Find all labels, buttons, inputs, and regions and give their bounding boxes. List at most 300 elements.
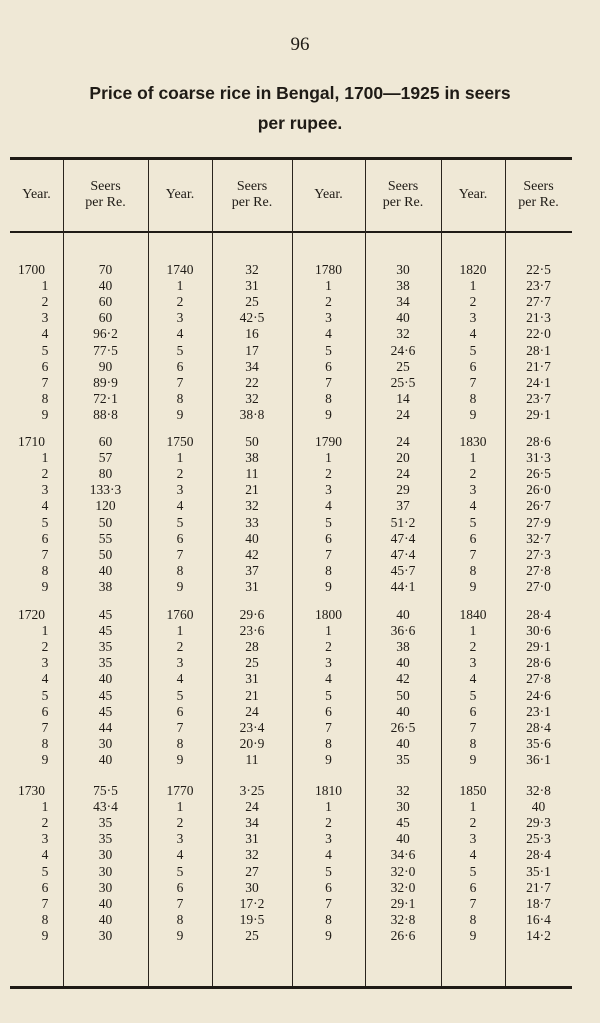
year-cell: 3 (41, 831, 49, 847)
year-cell: 1780 (315, 262, 342, 277)
year-cell: 5 (325, 342, 332, 358)
seers-value-cell: 25·5 (390, 374, 416, 390)
year-cell: 1810 (315, 783, 342, 798)
seers-value-cell: 70 (98, 262, 113, 277)
seers-value-cell: 20·9 (239, 735, 265, 751)
seers-value-cell: 21 (245, 482, 259, 498)
seers-value-cell: 133·3 (89, 482, 122, 498)
seers-value-cell: 32·0 (390, 863, 416, 879)
year-cell: 9 (41, 578, 49, 594)
seers-value-cell: 57 (98, 450, 113, 466)
seers-value-cell: 11 (245, 466, 259, 482)
seers-value-cell: 27·7 (526, 294, 551, 310)
seers-value-cell: 32 (245, 390, 259, 406)
seers-value-cell: 40 (98, 562, 113, 578)
year-cell: 4 (41, 671, 49, 687)
year-cell: 4 (176, 326, 184, 342)
seers-value-cell: 35 (396, 751, 410, 767)
seers-value-cell: 31 (245, 278, 259, 294)
year-cell: 3 (41, 310, 49, 326)
seers-value-cell: 43·4 (93, 799, 118, 815)
year-cell: 7 (176, 546, 184, 562)
header-seers-line: Seers (236, 179, 268, 194)
year-cell: 8 (41, 390, 49, 406)
seers-value-cell: 75·5 (93, 783, 118, 798)
year-cell: 2 (469, 466, 477, 482)
header-per-re-line: per Re. (231, 195, 273, 210)
year-cell: 7 (469, 895, 477, 911)
seers-value-cell: 32·8 (526, 783, 551, 798)
seers-value-cell: 24 (396, 466, 410, 482)
year-cell: 8 (469, 562, 477, 578)
year-cell: 2 (41, 815, 49, 831)
seers-value-cell: 30·6 (526, 623, 551, 639)
seers-value-cell: 29·1 (526, 406, 551, 422)
year-cell: 8 (176, 735, 184, 751)
header-per-re-line: per Re. (85, 195, 126, 210)
year-cell: 3 (469, 310, 477, 326)
year-cell: 9 (176, 578, 184, 594)
seers-value-cell: 37 (396, 498, 410, 514)
seers-value-cell: 14·2 (526, 927, 551, 943)
seers-value-cell: 31·3 (526, 450, 551, 466)
year-cell: 5 (469, 342, 477, 358)
seers-value-cell: 40 (98, 671, 113, 687)
seers-value-cell: 34 (245, 815, 259, 831)
year-cell: 1 (41, 623, 49, 639)
header-seers-per-rupee (212, 160, 292, 230)
year-cell: 7 (325, 546, 332, 562)
year-cell: 6 (469, 703, 477, 719)
year-cell: 6 (41, 703, 49, 719)
year-cell: 3 (469, 482, 477, 498)
header-seers-line: Seers (387, 179, 419, 194)
year-cell: 5 (469, 514, 477, 530)
year-cell: 9 (176, 406, 184, 422)
year-cell: 1740 (166, 262, 194, 277)
year-cell: 8 (325, 390, 332, 406)
seers-value-cell: 42·5 (239, 310, 265, 326)
seers-value-cell: 50 (98, 546, 113, 562)
year-cell: 3 (325, 655, 332, 671)
year-cell: 5 (176, 514, 184, 530)
year-cell: 1 (41, 450, 49, 466)
year-cell: 9 (325, 927, 332, 943)
year-cell: 6 (176, 879, 184, 895)
year-cell: 3 (176, 831, 184, 847)
header-seers-per-rupee (505, 160, 572, 230)
seers-value-cell: 30 (396, 799, 410, 815)
year-cell: 4 (176, 498, 184, 514)
header-seers-per-rupee (365, 160, 441, 230)
seers-value-cell: 32·8 (390, 911, 416, 927)
year-cell: 3 (176, 310, 184, 326)
seers-value-cell: 24·6 (526, 687, 551, 703)
seers-value-cell: 40 (98, 895, 113, 911)
seers-value-cell: 24 (245, 799, 259, 815)
year-cell: 7 (41, 719, 49, 735)
seers-value-cell: 45 (396, 815, 410, 831)
seers-value-cell: 50 (396, 687, 410, 703)
year-cell: 9 (41, 751, 49, 767)
seers-value-cell: 23·1 (526, 703, 551, 719)
year-cell: 4 (41, 326, 49, 342)
year-cell: 6 (176, 703, 184, 719)
year-cell: 8 (325, 735, 332, 751)
seers-value-cell: 90 (98, 358, 113, 374)
year-cell: 1 (176, 450, 184, 466)
year-cell: 3 (469, 655, 477, 671)
seers-value-cell: 16·4 (526, 911, 551, 927)
seers-value-cell: 27·9 (526, 514, 551, 530)
year-cell: 5 (325, 687, 332, 703)
year-cell: 6 (325, 358, 332, 374)
year-cell: 2 (176, 466, 184, 482)
year-cell: 9 (41, 406, 49, 422)
seers-value-cell: 40 (98, 751, 113, 767)
seers-value-cell: 27 (245, 863, 259, 879)
year-cell: 1 (325, 623, 332, 639)
seers-value-cell: 24 (396, 434, 410, 449)
seers-value-cell: 21·7 (526, 358, 551, 374)
seers-value-cell: 88·8 (93, 406, 118, 422)
year-cell: 8 (41, 562, 49, 578)
seers-value-cell: 89·9 (93, 374, 118, 390)
seers-value-cell: 29·6 (239, 607, 265, 622)
seers-value-cell: 32 (245, 498, 259, 514)
seers-value-cell: 120 (95, 498, 116, 514)
year-cell: 2 (176, 639, 184, 655)
year-cell: 3 (176, 482, 184, 498)
seers-value-cell: 33 (245, 514, 259, 530)
header-year: Year. (165, 187, 195, 202)
year-cell: 7 (41, 546, 49, 562)
year-cell: 1 (176, 623, 184, 639)
seers-value-cell: 30 (98, 927, 113, 943)
seers-value-cell: 25 (396, 358, 410, 374)
year-cell: 4 (176, 847, 184, 863)
year-cell: 4 (325, 671, 332, 687)
seers-value-cell: 32 (396, 783, 410, 798)
seers-value-cell: 77·5 (93, 342, 118, 358)
year-cell: 5 (469, 687, 477, 703)
seers-value-cell: 21 (245, 687, 259, 703)
header-seers-line: Seers (523, 179, 554, 194)
seers-value-cell: 37 (245, 562, 259, 578)
seers-value-cell: 42 (245, 546, 259, 562)
year-cell: 7 (176, 374, 184, 390)
seers-value-cell: 26·7 (526, 498, 551, 514)
seers-value-cell: 32 (245, 262, 259, 277)
seers-value-cell: 23·4 (239, 719, 265, 735)
seers-value-cell: 72·1 (93, 390, 118, 406)
seers-value-cell: 35 (98, 639, 113, 655)
year-cell: 2 (176, 815, 184, 831)
year-cell: 6 (469, 358, 477, 374)
year-cell: 2 (41, 639, 49, 655)
seers-value-cell: 36·6 (390, 623, 416, 639)
seers-value-cell: 28·6 (526, 434, 551, 449)
seers-value-cell: 27·0 (526, 578, 551, 594)
seers-value-cell: 17 (245, 342, 259, 358)
year-cell: 1720 (18, 607, 45, 622)
year-cell: 4 (41, 498, 49, 514)
year-cell: 4 (469, 847, 477, 863)
year-cell: 1850 (459, 783, 487, 798)
seers-value-cell: 44 (98, 719, 113, 735)
seers-value-cell: 31 (245, 671, 259, 687)
seers-value-cell: 32·0 (390, 879, 416, 895)
seers-value-cell: 26·5 (390, 719, 416, 735)
header-seers-line: Seers (90, 179, 121, 194)
year-cell: 1 (469, 799, 477, 815)
year-cell: 8 (176, 911, 184, 927)
seers-value-cell: 35 (98, 815, 113, 831)
year-cell: 1700 (18, 262, 45, 277)
header-year: Year. (314, 187, 343, 202)
seers-value-cell: 60 (98, 310, 113, 326)
seers-value-cell: 45 (98, 687, 113, 703)
year-cell: 5 (41, 863, 49, 879)
year-cell: 1790 (315, 434, 342, 449)
seers-value-cell: 40 (98, 278, 113, 294)
seers-value-cell: 38·8 (239, 406, 265, 422)
seers-value-cell: 30 (98, 847, 113, 863)
seers-value-cell: 42 (396, 671, 410, 687)
seers-value-cell: 21·3 (526, 310, 551, 326)
seers-value-cell: 30 (98, 863, 113, 879)
seers-value-cell: 45 (98, 623, 113, 639)
year-cell: 5 (41, 514, 49, 530)
year-cell: 8 (41, 735, 49, 751)
seers-value-cell: 50 (98, 514, 113, 530)
seers-value-cell: 38 (98, 578, 113, 594)
seers-value-cell: 28·1 (526, 342, 551, 358)
seers-value-cell: 14 (396, 390, 410, 406)
title-line-1: Price of coarse rice in Bengal, 1700—1925 in seers (89, 83, 511, 103)
seers-value-cell: 96·2 (93, 326, 118, 342)
seers-value-cell: 20 (396, 450, 410, 466)
seers-value-cell: 19·5 (239, 911, 265, 927)
year-cell: 3 (176, 655, 184, 671)
year-cell: 8 (469, 390, 477, 406)
year-cell: 8 (469, 911, 477, 927)
seers-value-cell: 17·2 (239, 895, 265, 911)
year-cell: 2 (469, 294, 477, 310)
year-cell: 6 (469, 530, 477, 546)
seers-value-cell: 23·7 (526, 390, 551, 406)
year-cell: 6 (41, 879, 49, 895)
seers-value-cell: 3·25 (239, 783, 265, 798)
year-cell: 9 (176, 751, 184, 767)
seers-value-cell: 28 (245, 639, 259, 655)
year-cell: 3 (325, 310, 332, 326)
seers-value-cell: 45 (98, 607, 113, 622)
seers-value-cell: 45 (98, 703, 113, 719)
year-cell: 7 (469, 374, 477, 390)
seers-value-cell: 32·7 (526, 530, 551, 546)
year-cell: 3 (41, 655, 49, 671)
seers-value-cell: 35·6 (526, 735, 551, 751)
seers-value-cell: 47·4 (390, 546, 416, 562)
year-cell: 5 (325, 863, 332, 879)
year-cell: 7 (41, 374, 49, 390)
year-cell: 9 (325, 406, 332, 422)
seers-value-cell: 45·7 (390, 562, 416, 578)
seers-value-cell: 16 (245, 326, 259, 342)
year-cell: 4 (469, 326, 477, 342)
year-cell: 1820 (459, 262, 487, 277)
year-cell: 1710 (18, 434, 45, 449)
year-cell: 1750 (166, 434, 194, 449)
year-cell: 6 (469, 879, 477, 895)
year-cell: 7 (325, 374, 332, 390)
year-cell: 3 (469, 831, 477, 847)
seers-value-cell: 40 (396, 703, 410, 719)
year-cell: 5 (325, 514, 332, 530)
year-cell: 7 (176, 895, 184, 911)
seers-value-cell: 60 (98, 434, 113, 449)
year-cell: 1760 (166, 607, 194, 622)
year-cell: 5 (41, 687, 49, 703)
year-cell: 6 (325, 879, 332, 895)
year-cell: 4 (41, 847, 49, 863)
year-cell: 4 (325, 498, 332, 514)
year-cell: 7 (41, 895, 49, 911)
year-cell: 8 (325, 562, 332, 578)
seers-value-cell: 18·7 (526, 895, 551, 911)
year-cell: 8 (325, 911, 332, 927)
year-cell: 1 (469, 623, 477, 639)
page-number: 96 (290, 34, 310, 55)
seers-value-cell: 26·5 (526, 466, 551, 482)
seers-value-cell: 55 (98, 530, 113, 546)
year-cell: 7 (325, 895, 332, 911)
seers-value-cell: 38 (396, 639, 410, 655)
year-cell: 7 (325, 719, 332, 735)
year-cell: 5 (41, 342, 49, 358)
seers-value-cell: 40 (396, 831, 410, 847)
seers-value-cell: 22·5 (526, 262, 551, 277)
seers-value-cell: 30 (396, 262, 410, 277)
seers-value-cell: 27·8 (526, 562, 551, 578)
year-cell: 6 (41, 530, 49, 546)
table-title (20, 78, 580, 138)
year-cell: 4 (469, 498, 477, 514)
year-cell: 9 (469, 406, 477, 422)
seers-value-cell: 25·3 (526, 831, 551, 847)
seers-value-cell: 36·1 (526, 751, 551, 767)
year-cell: 1 (469, 278, 477, 294)
seers-value-cell: 26·6 (390, 927, 416, 943)
seers-value-cell: 31 (245, 831, 259, 847)
year-cell: 2 (176, 294, 184, 310)
seers-value-cell: 30 (98, 735, 113, 751)
seers-value-cell: 22·0 (526, 326, 551, 342)
year-cell: 8 (469, 735, 477, 751)
seers-value-cell: 35·1 (526, 863, 551, 879)
year-cell: 2 (41, 294, 49, 310)
seers-value-cell: 26·0 (526, 482, 551, 498)
seers-value-cell: 34 (245, 358, 259, 374)
year-cell: 6 (325, 530, 332, 546)
seers-value-cell: 28·4 (526, 607, 551, 622)
year-cell: 6 (176, 358, 184, 374)
year-cell: 1 (469, 450, 477, 466)
year-cell: 1770 (166, 783, 194, 798)
year-cell: 1 (325, 450, 332, 466)
seers-value-cell: 34·6 (390, 847, 416, 863)
seers-value-cell: 24·6 (390, 342, 416, 358)
header-rule (10, 231, 572, 233)
year-cell: 8 (176, 562, 184, 578)
year-cell: 1 (176, 799, 184, 815)
seers-value-cell: 25 (245, 655, 259, 671)
seers-value-cell: 35 (98, 831, 113, 847)
year-cell: 7 (176, 719, 184, 735)
year-cell: 1830 (459, 434, 487, 449)
year-cell: 5 (176, 863, 184, 879)
year-cell: 4 (469, 671, 477, 687)
seers-value-cell: 40 (531, 799, 546, 815)
seers-value-cell: 30 (245, 879, 259, 895)
seers-value-cell: 23·6 (239, 623, 265, 639)
header-year: Year. (22, 187, 51, 202)
seers-value-cell: 29·3 (526, 815, 551, 831)
seers-value-cell: 11 (245, 751, 259, 767)
title-line-2: per rupee. (257, 113, 343, 133)
seers-value-cell: 24 (396, 406, 410, 422)
year-cell: 4 (176, 671, 184, 687)
year-cell: 9 (325, 751, 332, 767)
seers-value-cell: 24 (245, 703, 259, 719)
year-cell: 1 (325, 799, 332, 815)
seers-value-cell: 51·2 (390, 514, 416, 530)
seers-value-cell: 21·7 (526, 879, 551, 895)
seers-value-cell: 22 (245, 374, 259, 390)
year-cell: 2 (469, 639, 477, 655)
seers-value-cell: 60 (98, 294, 113, 310)
seers-value-cell: 40 (396, 655, 410, 671)
seers-value-cell: 32 (245, 847, 259, 863)
year-cell: 3 (325, 831, 332, 847)
header-year: Year. (458, 187, 488, 202)
seers-value-cell: 35 (98, 655, 113, 671)
year-cell: 3 (41, 482, 49, 498)
year-cell: 2 (325, 639, 332, 655)
year-cell: 9 (41, 927, 49, 943)
seers-value-cell: 34 (396, 294, 410, 310)
seers-value-cell: 32 (396, 326, 410, 342)
year-cell: 7 (469, 546, 477, 562)
seers-value-cell: 40 (396, 310, 410, 326)
seers-value-cell: 50 (245, 434, 259, 449)
year-cell: 1 (41, 278, 49, 294)
seers-value-cell: 47·4 (390, 530, 416, 546)
seers-value-cell: 27·3 (526, 546, 551, 562)
seers-value-cell: 40 (98, 911, 113, 927)
year-cell: 1730 (18, 783, 45, 798)
year-cell: 1 (176, 278, 184, 294)
year-cell: 9 (325, 578, 332, 594)
seers-value-cell: 27·8 (526, 671, 551, 687)
seers-value-cell: 38 (396, 278, 410, 294)
seers-value-cell: 28·4 (526, 719, 551, 735)
seers-value-cell: 28·6 (526, 655, 551, 671)
year-cell: 6 (41, 358, 49, 374)
year-cell: 9 (176, 927, 184, 943)
year-cell: 9 (469, 578, 477, 594)
